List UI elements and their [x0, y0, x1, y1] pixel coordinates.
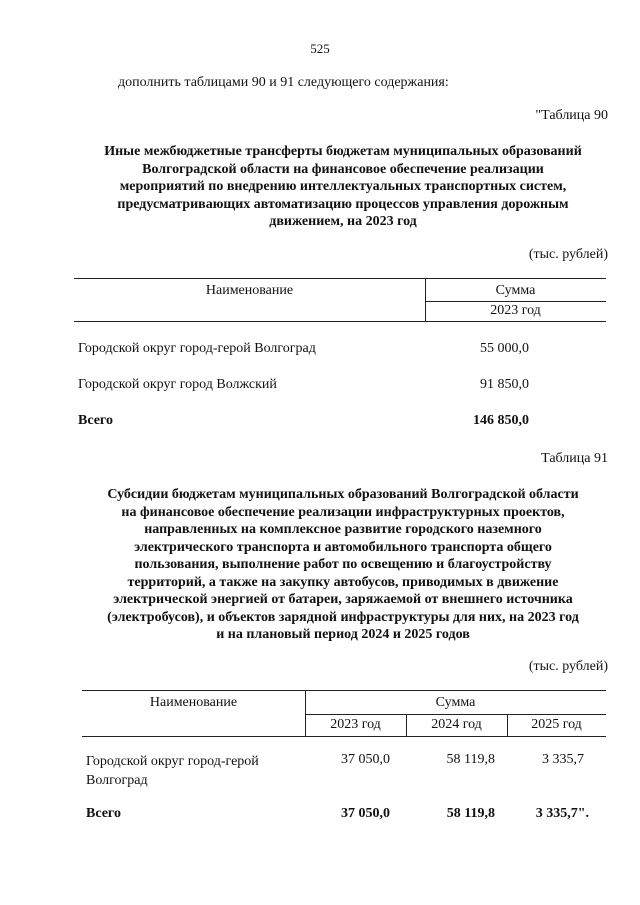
page-number: 525	[310, 41, 330, 56]
header-year-2025: 2025 год	[531, 717, 582, 732]
header-year-2024: 2024 год	[431, 717, 482, 732]
title-line: пользования, выполнение работ по освещению и благоустройству	[134, 557, 552, 572]
title-line: мероприятий по внедрению интеллектуальных транспортных систем,	[119, 179, 567, 194]
title-line: Волгоградской области на финансовое обеспечение реализации	[142, 161, 544, 177]
header-name: Наименование	[205, 283, 294, 298]
title-line: направленных на комплексное развитие городского наземного	[144, 522, 542, 537]
header-sum: Сумма	[495, 283, 536, 298]
table-91-label: Таблица 91	[541, 451, 608, 466]
title-line: на финансовое обеспечение реализации инфраструктурных проектов,	[121, 504, 565, 520]
row-name	[86, 752, 259, 790]
total-value-2023: 37 050,0	[341, 806, 390, 821]
title-line: территорий, а также на закупку автобусов, приводимых в движение	[127, 574, 559, 590]
table-91-unit: (тыс. рублей)	[528, 659, 608, 674]
row-value-2025: 3 335,7	[542, 752, 584, 767]
intro-text: дополнить таблицами 90 и 91 следующего содержания:	[118, 75, 449, 90]
title-line: Иные межбюджетные трансферты бюджетам муниципальных образований	[104, 144, 582, 159]
header-divider	[425, 301, 606, 302]
header-border-bottom	[74, 321, 606, 322]
table-border-top	[74, 278, 606, 279]
total-value-2024: 58 119,8	[446, 806, 495, 821]
header-year-2023: 2023 год	[330, 717, 381, 732]
header-border-bottom	[82, 736, 606, 737]
title-line: предусматривающих автоматизацию процессов управления дорожным	[117, 196, 569, 212]
table-90-unit: (тыс. рублей)	[528, 247, 608, 262]
row-value-2024: 58 119,8	[446, 752, 495, 767]
row-value: 91 850,0	[480, 377, 529, 392]
total-label: Всего	[78, 413, 113, 428]
title-line: движением, на 2023 год	[269, 214, 417, 229]
title-line: и на плановый период 2024 и 2025 годов	[216, 627, 470, 642]
table-91-title	[78, 486, 608, 644]
row-name: Городской округ город Волжский	[78, 377, 277, 392]
title-line: Субсидии бюджетам муниципальных образований Волгоградской области	[107, 487, 579, 502]
header-year: 2023 год	[490, 303, 541, 318]
row-name-line: Волгоград	[86, 773, 148, 788]
table-90-label: "Таблица 90	[535, 108, 608, 123]
row-name-line: Городской округ город-герой	[86, 754, 259, 769]
header-divider	[305, 714, 606, 715]
header-sum: Сумма	[435, 695, 476, 710]
total-value: 146 850,0	[473, 413, 529, 428]
title-line: электрического транспорта и автомобильного транспорта общего	[134, 539, 552, 555]
total-label: Всего	[86, 806, 121, 821]
table-90-title	[78, 143, 608, 231]
row-value: 55 000,0	[480, 341, 529, 356]
title-line: электрической энергией от батареи, заряжаемой от внешнего источника	[113, 592, 573, 607]
table-border-top	[82, 690, 606, 691]
title-line: (электробусов), и объектов зарядной инфраструктуры для них, на 2023 год	[107, 609, 579, 625]
header-name: Наименование	[149, 695, 238, 710]
row-value-2023: 37 050,0	[341, 752, 390, 767]
row-name: Городской округ город-герой Волгоград	[78, 341, 316, 356]
total-value-2025: 3 335,7".	[535, 806, 589, 821]
